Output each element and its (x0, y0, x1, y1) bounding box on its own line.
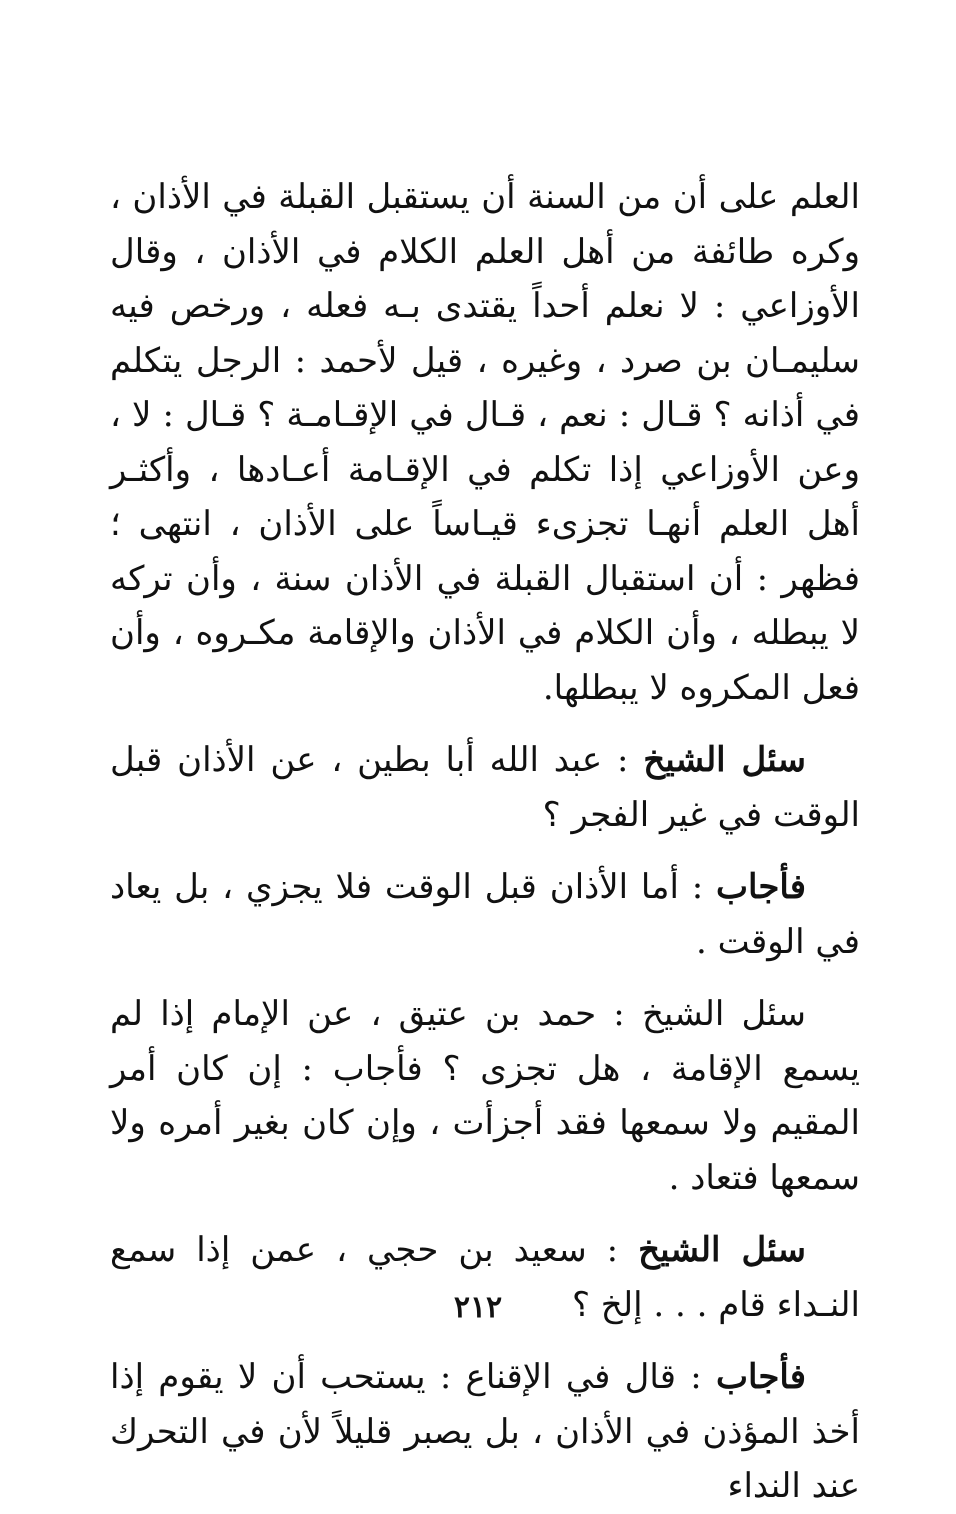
paragraph-3-text: : أما الأذان قبل الوقت فلا يجزي ، بل يعاد في الوقت . (110, 867, 860, 962)
page-number: ٢١٢ (453, 1290, 503, 1325)
paragraph-6-lead: فأجاب (716, 1357, 807, 1397)
paragraph-1 (110, 170, 860, 715)
paragraph-6-text: : قال في الإقناع : يستحب أن لا يقوم إذا أخذ المؤذن في الأذان ، بل يصبر قليلاً لأن في التحرك عند النداء (110, 1357, 860, 1506)
paragraph-6 (110, 1350, 860, 1514)
paragraph-2-text: : عبد الله أبا بطين ، عن الأذان قبل الوقت في غير الفجر ؟ (110, 740, 860, 835)
paragraph-2-lead: سئل الشيخ (643, 740, 806, 780)
paragraph-3 (110, 860, 860, 969)
paragraph-4 (110, 987, 860, 1205)
paragraph-1-text: العلم على أن من السنة أن يستقبل القبلة في الأذان ، وكره طائفة من أهل العلم الكلام في الأذان ، وقال الأوزاعي : لا نعلم أحداً يقتدى بـه فعله ، ورخص فيه سليمـان بن صرد ، وغيره ، قيل لأحمد : الرجل يتكلم في أذانه ؟ قـال : نعم ، قـال في الإقـامـة ؟ قـال : لا ، وعن الأوزاعي إذا تكلم في الإقـامة أعـادها ، وأكثـر أهل العلم أنهـا تجزىء قيـاساً على الأذان ، انتهى ؛ فظهر : أن استقبال القبلة في الأذان سنة ، وأن تركه لا يبطله ، وأن الكلام في الأذان والإقامة مكـروه ، وأن فعل المكروه لا يبطلها. (110, 177, 860, 708)
paragraph-2 (110, 733, 860, 842)
paragraph-3-lead: فأجاب (716, 867, 807, 907)
paragraph-4-text: سئل الشيخ : حمد بن عتيق ، عن الإمام إذا لم يسمع الإقامة ، هل تجزى ؟ فأجاب : إن كان أمر المقيم ولا سمعها فقد أجزأت ، وإن كان بغير أمره ولا سمعها فتعاد . (110, 994, 860, 1198)
paragraph-5-text: : سعيد بن حجي ، عمن إذا سمع النـداء قام . . . إلخ ؟ (110, 1230, 860, 1325)
paragraph-5-lead: سئل الشيخ (638, 1230, 807, 1270)
